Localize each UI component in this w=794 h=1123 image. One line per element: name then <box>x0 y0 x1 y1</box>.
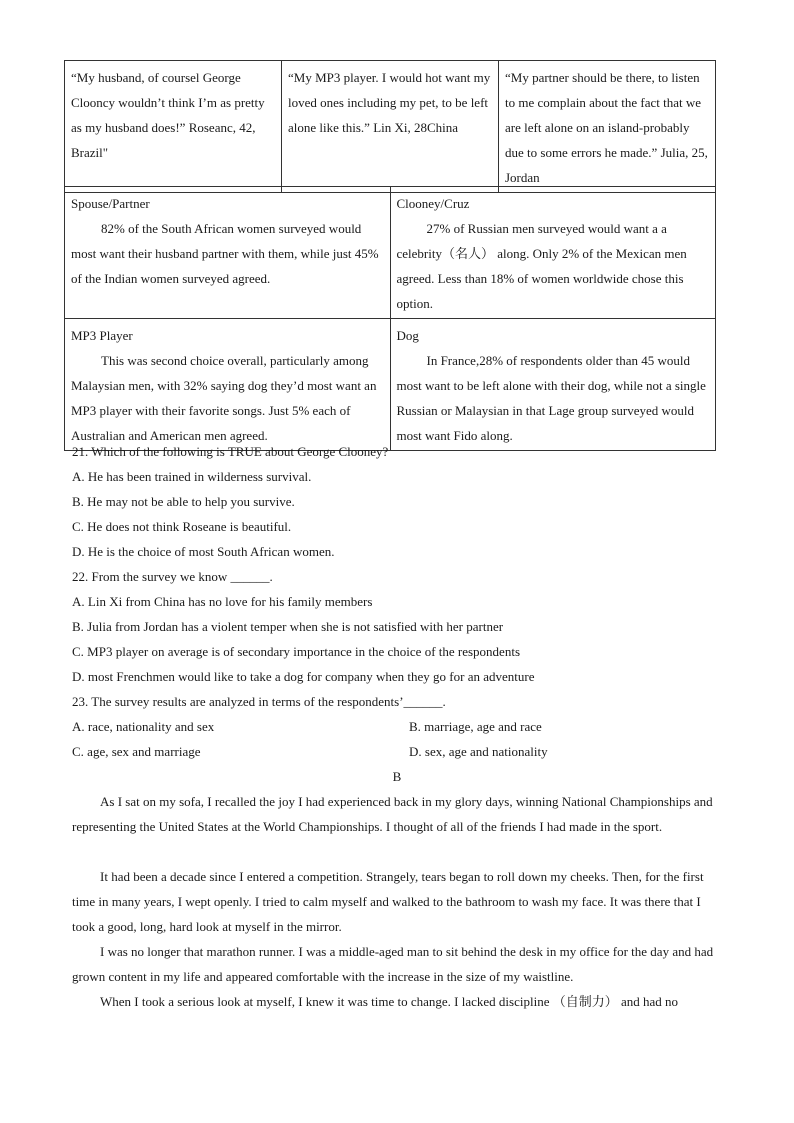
question-21-stem: 21. Which of the following is TRUE about George Clooney? <box>72 444 389 459</box>
stat-heading: Spouse/Partner <box>71 196 150 211</box>
passage-paragraph: It had been a decade since I entered a competition. Strangely, tears began to roll down my cheeks. Then, for the first time in many years, I wept openly. I tried to calm myself and walked to the bathroom to wash my face. It was there that I took a good, long, hard look at myself in the mirror. <box>72 869 704 934</box>
stat-body: This was second choice overall, particularly among Malaysian men, with 32% saying dog they’d most want an MP3 player with their favorite songs. Just 5% each of Australian and American men agreed. <box>71 353 377 443</box>
stat-heading: Clooney/Cruz <box>396 196 470 211</box>
stat-body: 27% of Russian men surveyed would want a a celebrity（名人） along. Only 2% of the Mexican men agreed. Less than 18% of women worldwide chose this option. <box>396 221 687 311</box>
question-23-option-c: C. age, sex and marriage <box>72 744 201 759</box>
stat-cell-mp3 <box>65 319 391 451</box>
stat-heading: MP3 Player <box>71 328 133 343</box>
stat-body: In France,28% of respondents older than 45 would most want to be left alone with their dog, while not a single Russian or Malaysian in that Lage group surveyed would most want Fido along. <box>396 353 706 443</box>
question-22-option-b: B. Julia from Jordan has a violent temper when she is not satisfied with her partner <box>72 619 504 634</box>
stats-table <box>64 186 716 451</box>
question-23-option-a: A. race, nationality and sex <box>72 719 215 734</box>
question-22-stem: 22. From the survey we know ______. <box>72 569 273 584</box>
passage-paragraph: I was no longer that marathon runner. I was a middle-aged man to sit behind the desk in my office for the day and had grown content in my life and appeared comfortable with the increase in the size of my waistline. <box>72 944 714 984</box>
passage-paragraph: As I sat on my sofa, I recalled the joy I had experienced back in my glory days, winning National Championships and representing the United States at the World Championships. I thought of all of the friends I had made in the sport. <box>72 794 713 834</box>
question-21-option-b: B. He may not be able to help you survive. <box>72 494 295 509</box>
stat-body: 82% of the South African women surveyed would most want their husband partner with them, while just 45% of the Indian women surveyed agreed. <box>71 221 379 286</box>
question-21-option-c: C. He does not think Roseane is beautiful. <box>72 519 292 534</box>
quotes-table <box>64 60 716 193</box>
question-22-option-d: D. most Frenchmen would like to take a dog for company when they go for an adventure <box>72 669 535 684</box>
question-23-stem: 23. The survey results are analyzed in terms of the respondents’______. <box>72 694 446 709</box>
question-23-option-d: D. sex, age and nationality <box>409 744 548 759</box>
question-22-option-a: A. Lin Xi from China has no love for his family members <box>72 594 373 609</box>
stat-heading: Dog <box>396 328 419 343</box>
question-21-option-d: D. He is the choice of most South African women. <box>72 544 335 559</box>
quote-cell-roseane: “My husband, of coursel George Clooncy wouldn’t think I’m as pretty as my husband does!” Roseanc, 42, Brazil" <box>65 61 282 193</box>
question-23-option-b: B. marriage, age and race <box>409 719 542 734</box>
stat-cell-spouse <box>65 187 391 319</box>
quote-cell-julia: “My partner should be there, to listen to me complain about the fact that we are left alone on an island-probably due to some errors he made.” Julia, 25, Jordan <box>499 61 716 193</box>
passage-paragraph: When I took a serious look at myself, I knew it was time to change. I lacked discipline （自制力） and had no <box>100 994 678 1009</box>
stat-cell-clooney <box>390 187 716 319</box>
quote-cell-linxi: “My MP3 player. I would hot want my loved ones including my pet, to be left alone like this.” Lin Xi, 28China <box>282 61 499 193</box>
question-21-option-a: A. He has been trained in wilderness survival. <box>72 469 312 484</box>
stat-cell-dog <box>390 319 716 451</box>
question-22-option-c: C. MP3 player on average is of secondary importance in the choice of the respondents <box>72 644 520 659</box>
section-b-label: B <box>392 769 402 784</box>
